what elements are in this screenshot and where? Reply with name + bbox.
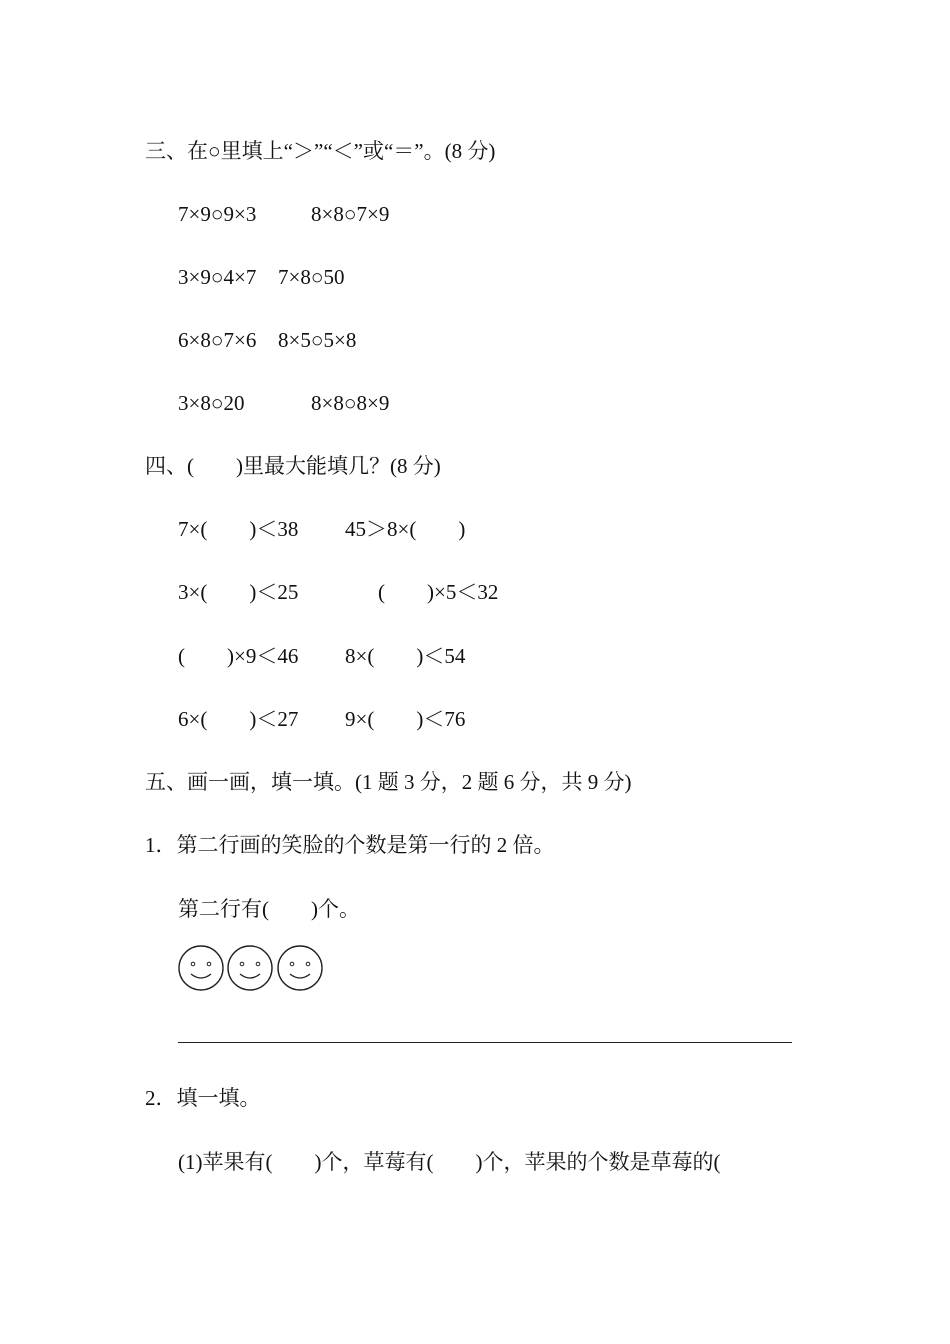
question-1-fill: 第二行有( )个。 (178, 897, 360, 921)
section-4-heading: 四、( )里最大能填几？(8 分) (145, 454, 441, 478)
question-2-text: 2．填一填。 (145, 1086, 261, 1110)
max-row-2-left: 3×( )＜25 (178, 580, 299, 604)
smiley-face-icon (278, 946, 322, 990)
compare-row-2-right: 7×8○50 (278, 265, 345, 289)
max-row-4-left: 6×( )＜27 (178, 707, 299, 731)
max-row-3-left: ( )×9＜46 (178, 644, 299, 668)
compare-row-3-left: 6×8○7×6 (178, 328, 257, 352)
compare-row-4-left: 3×8○20 (178, 391, 245, 415)
question-2-sub-1: (1)苹果有( )个，草莓有( )个，苹果的个数是草莓的( (178, 1150, 721, 1174)
compare-row-2-left: 3×9○4×7 (178, 265, 257, 289)
smiley-row (178, 944, 328, 992)
drawing-answer-line[interactable] (178, 1042, 792, 1043)
section-3-heading: 三、在○里填上“＞”“＜”或“＝”。(8 分) (145, 139, 496, 163)
max-row-1-left: 7×( )＜38 (178, 517, 299, 541)
compare-row-1-right: 8×8○7×9 (311, 202, 390, 226)
max-row-1-right: 45＞8×( ) (345, 517, 466, 541)
compare-row-4-right: 8×8○8×9 (311, 391, 390, 415)
compare-row-1-left: 7×9○9×3 (178, 202, 257, 226)
max-row-3-right: 8×( )＜54 (345, 644, 466, 668)
compare-row-3-right: 8×5○5×8 (278, 328, 357, 352)
max-row-4-right: 9×( )＜76 (345, 707, 466, 731)
smiley-face-icon (179, 946, 223, 990)
section-5-heading: 五、画一画，填一填。(1 题 3 分，2 题 6 分，共 9 分) (145, 770, 632, 794)
smiley-face-icon (228, 946, 272, 990)
max-row-2-right: ( )×5＜32 (378, 580, 499, 604)
question-1-text: 1．第二行画的笑脸的个数是第一行的 2 倍。 (145, 833, 555, 857)
